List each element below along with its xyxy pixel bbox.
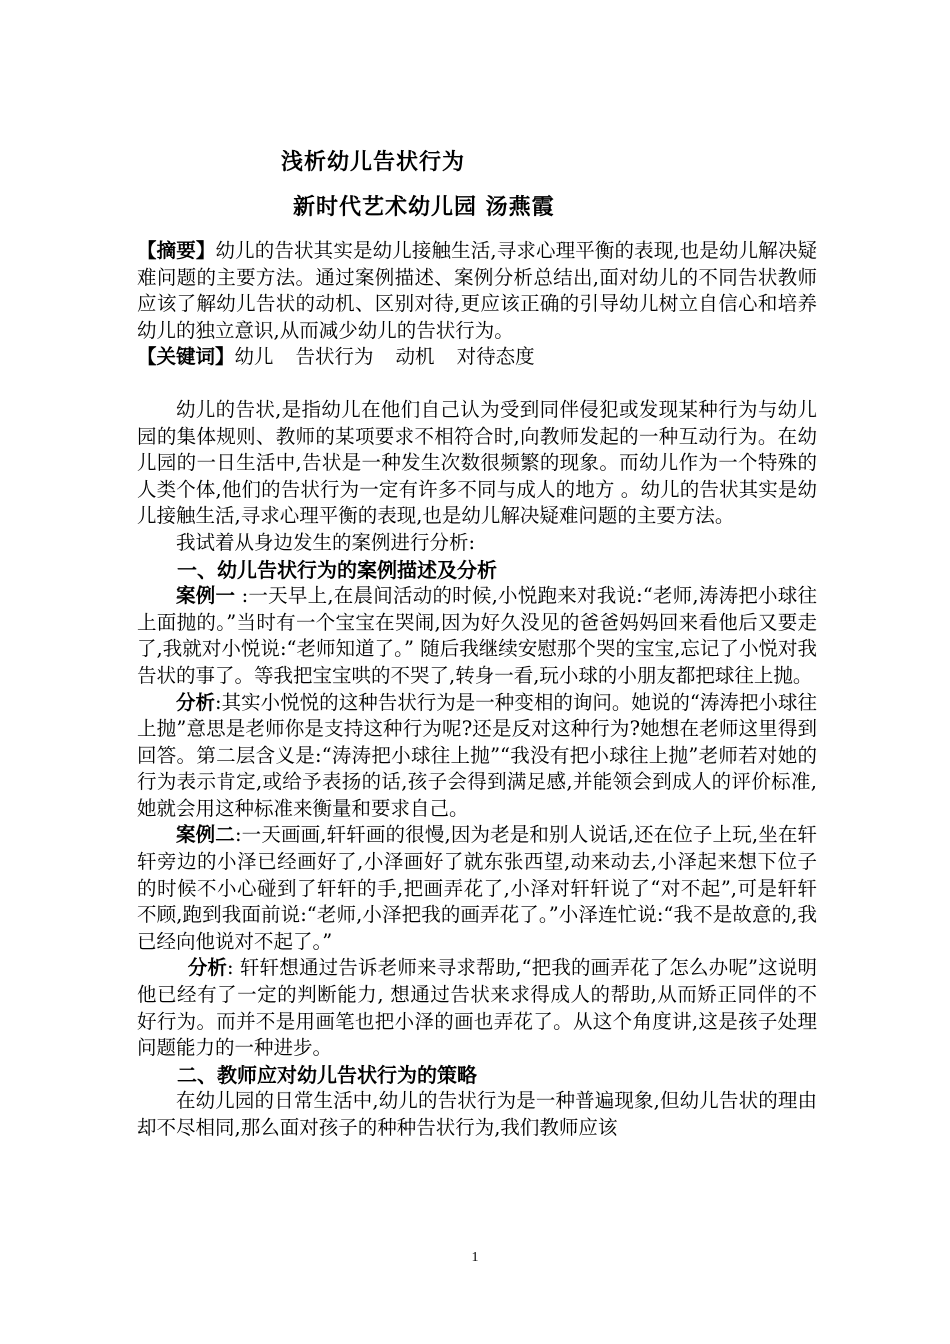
- section-heading: 一、幼儿告状行为的案例描述及分析: [177, 557, 497, 582]
- analysis-paragraph: [137, 690, 817, 823]
- case-label: 案例一: [176, 584, 236, 608]
- intro-paragraph: 幼儿的告状,是指幼儿在他们自己认为受到同伴侵犯或发现某种行为与幼儿园的集体规则、教师的某项要求不相符合时,向教师发起的一种互动行为。在幼儿园的一日生活中,告状是一种发生次数很频繁的现象。而幼儿作为一个特殊的人类个体,他们的告状行为一定有许多不同与成人的地方 。幼儿的告状其实是幼儿接触生活,寻求心理平衡的表现,也是幼儿解决疑难问题的主要方法。: [137, 397, 817, 528]
- abstract-label: 【摘要】: [137, 239, 216, 262]
- keywords-label: 【关键词】: [137, 345, 235, 369]
- analysis-paragraph: [137, 955, 817, 1061]
- document-body: [137, 238, 817, 1142]
- abstract-text: 幼儿的告状其实是幼儿接触生活,寻求心理平衡的表现,也是幼儿解决疑难问题的主要方法。通过案例描述、案例分析总结出,面对幼儿的不同告状教师应该了解幼儿告状的动机、区别对待,更应该正确的引导幼儿树立自信心和培养幼儿的独立意识,从而减少幼儿的告状行为。: [137, 239, 817, 342]
- analysis-text: :其实小悦悦的这种告状行为是一种变相的询问。她说的“涛涛把小球往上抛”意思是老师你是支持这种行为呢?还是反对这种行为?她想在老师这里得到回答。第二层含义是:“涛涛把小球往上抛”“我没有把小球往上抛”老师若对她的行为表示肯定,或给予表扬的话,孩子会得到满足感,并能领会到成人的评价标准,她就会用这种标准来衡量和要求自己。: [137, 690, 817, 820]
- case-text: :一天早上,在晨间活动的时候,小悦跑来对我说:“老师,涛涛把小球往上面抛的。”当时有一个宝宝在哭闹,因为好久没见的爸爸妈妈回来看他后又要走了,我就对小悦说:“老师知道了。” 随后我继续安慰那个哭的宝宝,忘记了小悦对我告状的事了。等我把宝宝哄的不哭了,转身一看,玩小球的小朋友都把球往上抛。: [137, 584, 817, 687]
- keyword: 对待态度: [456, 345, 535, 369]
- keyword: 告状行为: [295, 345, 374, 369]
- page-title: 浅析幼儿告状行为: [281, 150, 466, 175]
- analysis-label: 分析: [176, 690, 216, 714]
- keyword: 幼儿: [234, 345, 274, 369]
- author-line: 新时代艺术幼儿园 汤燕霞: [293, 195, 555, 220]
- analysis-text: : 轩轩想通过告诉老师来寻求帮助,“把我的画弄花了怎么办呢”这说明他已经有了一定的判断能力, 想通过告状来求得成人的帮助,从而矫正同伴的不好行为。而并不是用画笔也把小泽的画也弄花了。从这个角度讲,这是孩子处理问题能力的一种进步。: [137, 956, 817, 1060]
- keywords-paragraph: [137, 344, 817, 371]
- strategy-paragraph: 在幼儿园的日常生活中,幼儿的告状行为是一种普遍现象,但幼儿告状的理由却不尽相同,那么面对孩子的种种告状行为,我们教师应该: [137, 1089, 817, 1139]
- case-text: :一天画画,轩轩画的很慢,因为老是和别人说话,还在位子上玩,坐在轩轩旁边的小泽已经画好了,小泽画好了就东张西望,动来动去,小泽起来想下位子的时候不小心碰到了轩轩的手,把画弄花了,小泽对轩轩说了“对不起”,可是轩轩不顾,跑到我面前说:“老师,小泽把我的画弄花了。”小泽连忙说:“我不是故意的,我已经向他说对不起了。”: [137, 823, 817, 953]
- page-number: 1: [471, 1250, 479, 1265]
- case-paragraph: [137, 822, 817, 955]
- keyword: 动机: [395, 345, 435, 369]
- analysis-label: 分析: [187, 956, 228, 980]
- abstract-paragraph: [137, 238, 817, 344]
- section-heading: 二、教师应对幼儿告状行为的策略: [177, 1062, 477, 1087]
- case-paragraph: [137, 583, 817, 689]
- intro-paragraph: 我试着从身边发生的案例进行分析:: [176, 530, 476, 554]
- case-label: 案例二: [176, 823, 235, 847]
